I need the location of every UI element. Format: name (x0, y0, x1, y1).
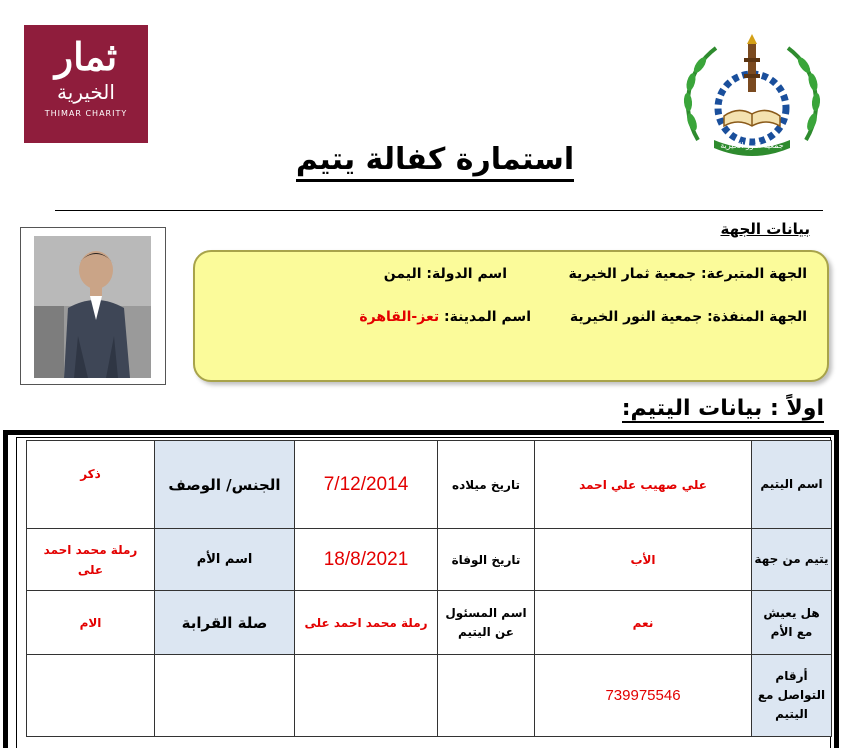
orphan-photo-frame (20, 227, 166, 385)
guardian-label: اسم المسئول عن اليتيم (438, 591, 535, 655)
empty-cell (155, 655, 295, 737)
guardian-value: رملة محمد احمد على (295, 591, 438, 655)
empty-cell (27, 655, 155, 737)
donor-value: جمعية ثمار الخيرية (568, 266, 697, 282)
gender-label: الجنس/ الوصف (155, 441, 295, 529)
death-date-value: 18/8/2021 (295, 529, 438, 591)
empty-cell (295, 655, 438, 737)
donor-label: الجهة المتبرعة: (701, 266, 807, 282)
donor-line (569, 266, 807, 282)
city-line (359, 309, 531, 325)
orphan-section-heading: اولاً : بيانات اليتيم: (621, 396, 824, 421)
mother-name-label: اسم الأم (155, 529, 295, 591)
contact-numbers-value: 739975546 (535, 655, 752, 737)
country-line (384, 266, 507, 282)
empty-cell (438, 655, 535, 737)
title-divider (55, 210, 823, 211)
birth-date-label: تاريخ ميلاده (438, 441, 535, 529)
table-row (27, 591, 832, 655)
table-row (27, 655, 832, 737)
table-row (27, 441, 832, 529)
thimar-charity-logo (24, 25, 148, 143)
logo-english-name: THIMAR CHARITY (44, 109, 128, 118)
org-info-box (193, 250, 829, 382)
orphan-name-label: اسم اليتيم (752, 441, 832, 529)
relation-label: صلة القرابة (155, 591, 295, 655)
mother-name-value: رملة محمد احمد على (27, 529, 155, 591)
logo-arabic-name: ثمار (54, 34, 118, 79)
birth-date-value: 7/12/2014 (295, 441, 438, 529)
relation-value: الام (27, 591, 155, 655)
executor-line (570, 309, 807, 325)
city-label: اسم المدينة: (443, 309, 531, 325)
country-value: اليمن (383, 266, 422, 282)
form-title: استمارة كفالة يتيم (250, 142, 620, 177)
table-row (27, 529, 832, 591)
executor-label: الجهة المنفذة: (707, 309, 807, 325)
lives-with-mother-label: هل يعيش مع الأم (752, 591, 832, 655)
contact-numbers-label: أرقام التواصل مع اليتيم (752, 655, 832, 737)
org-section-heading: بيانات الجهة (720, 220, 810, 238)
death-date-label: تاريخ الوفاة (438, 529, 535, 591)
city-value: تعز-القاهرة (359, 309, 440, 325)
orphan-name-value: علي صهيب علي احمد (535, 441, 752, 529)
lives-with-mother-value: نعم (535, 591, 752, 655)
orphan-data-table (26, 440, 832, 737)
orphan-from-value: الأب (535, 529, 752, 591)
logo-arabic-sub: الخيرية (57, 80, 115, 104)
orphan-from-label: يتيم من جهة (752, 529, 832, 591)
orphan-photo (34, 236, 151, 378)
executor-value: جمعية النور الخيرية (569, 309, 703, 325)
country-label: اسم الدولة: (426, 266, 507, 282)
emblem-ribbon-text: جمعية النور الخيرية (720, 141, 784, 150)
gender-value: ذكر (27, 441, 155, 529)
alnoor-charity-emblem (678, 30, 826, 158)
